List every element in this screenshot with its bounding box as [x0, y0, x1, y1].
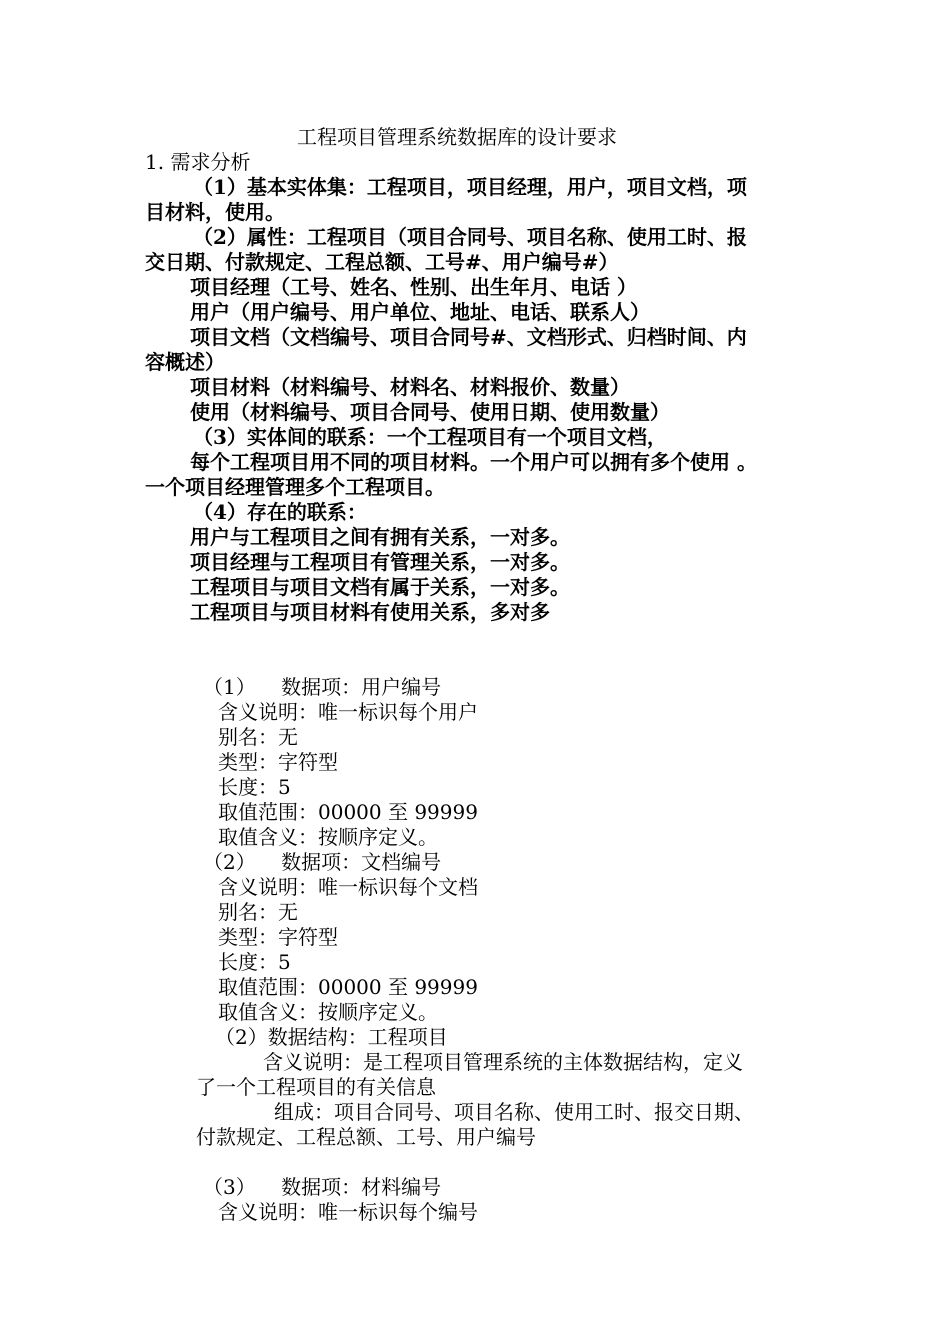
paragraph-line: 目材料，使用。: [145, 200, 285, 224]
data-structure-heading: （2）数据结构：工程项目: [215, 1025, 448, 1049]
paragraph-line: 使用（材料编号、项目合同号、使用日期、使用数量）: [190, 400, 670, 424]
data-item-line: 取值范围：00000 至 99999: [218, 800, 478, 824]
paragraph-line: 交日期、付款规定、工程总额、工号#、用户编号#）: [145, 250, 619, 274]
data-item-line: 含义说明：唯一标识每个编号: [218, 1200, 478, 1224]
data-item-heading: （2） 数据项：文档编号: [203, 850, 442, 874]
paragraph-line: 工程项目与项目材料有使用关系，多对多: [190, 600, 550, 624]
data-structure-line: 了一个工程项目的有关信息: [196, 1075, 436, 1099]
paragraph-line: 项目经理（工号、姓名、性别、出生年月、电话 ）: [190, 275, 637, 299]
page-title: 工程项目管理系统数据库的设计要求: [297, 125, 617, 149]
data-item-line: 类型：字符型: [218, 925, 338, 949]
data-structure-line: 付款规定、工程总额、工号、用户编号: [196, 1125, 536, 1149]
data-structure-line: 含义说明：是工程项目管理系统的主体数据结构，定义: [263, 1050, 743, 1074]
data-item-line: 长度：5: [218, 775, 291, 799]
data-item-line: 别名：无: [218, 900, 298, 924]
data-item-line: 类型：字符型: [218, 750, 338, 774]
paragraph-line: 每个工程项目用不同的项目材料。一个用户可以拥有多个使用 。: [190, 450, 757, 474]
paragraph-line: （4）存在的联系：: [193, 500, 367, 524]
paragraph-line: （3）实体间的联系：一个工程项目有一个项目文档，: [193, 425, 667, 449]
data-item-line: 别名：无: [218, 725, 298, 749]
paragraph-line: 用户与工程项目之间有拥有关系，一对多。: [190, 525, 570, 549]
data-item-heading: （3） 数据项：材料编号: [203, 1175, 442, 1199]
data-item-line: 取值含义：按顺序定义。: [218, 1000, 438, 1024]
data-item-line: 长度：5: [218, 950, 291, 974]
paragraph-line: 容概述）: [145, 350, 225, 374]
section-heading: 1. 需求分析: [145, 150, 251, 174]
paragraph-line: 工程项目与项目文档有属于关系，一对多。: [190, 575, 570, 599]
data-item-line: 含义说明：唯一标识每个文档: [218, 875, 478, 899]
paragraph-line: 项目经理与工程项目有管理关系，一对多。: [190, 550, 570, 574]
data-item-line: 取值含义：按顺序定义。: [218, 825, 438, 849]
paragraph-line: 项目文档（文档编号、项目合同号#、文档形式、归档时间、内: [190, 325, 747, 349]
paragraph-line: （2）属性：工程项目（项目合同号、项目名称、使用工时、报: [193, 225, 747, 249]
paragraph-line: 用户（用户编号、用户单位、地址、电话、联系人）: [190, 300, 650, 324]
paragraph-line: （1）基本实体集：工程项目，项目经理，用户，项目文档，项: [193, 175, 747, 199]
data-structure-line: 组成：项目合同号、项目名称、使用工时、报交日期、: [274, 1100, 754, 1124]
data-item-line: 取值范围：00000 至 99999: [218, 975, 478, 999]
data-item-heading: （1） 数据项：用户编号: [203, 675, 442, 699]
paragraph-line: 一个项目经理管理多个工程项目。: [145, 475, 445, 499]
data-item-line: 含义说明：唯一标识每个用户: [218, 700, 478, 724]
paragraph-line: 项目材料（材料编号、材料名、材料报价、数量）: [190, 375, 630, 399]
